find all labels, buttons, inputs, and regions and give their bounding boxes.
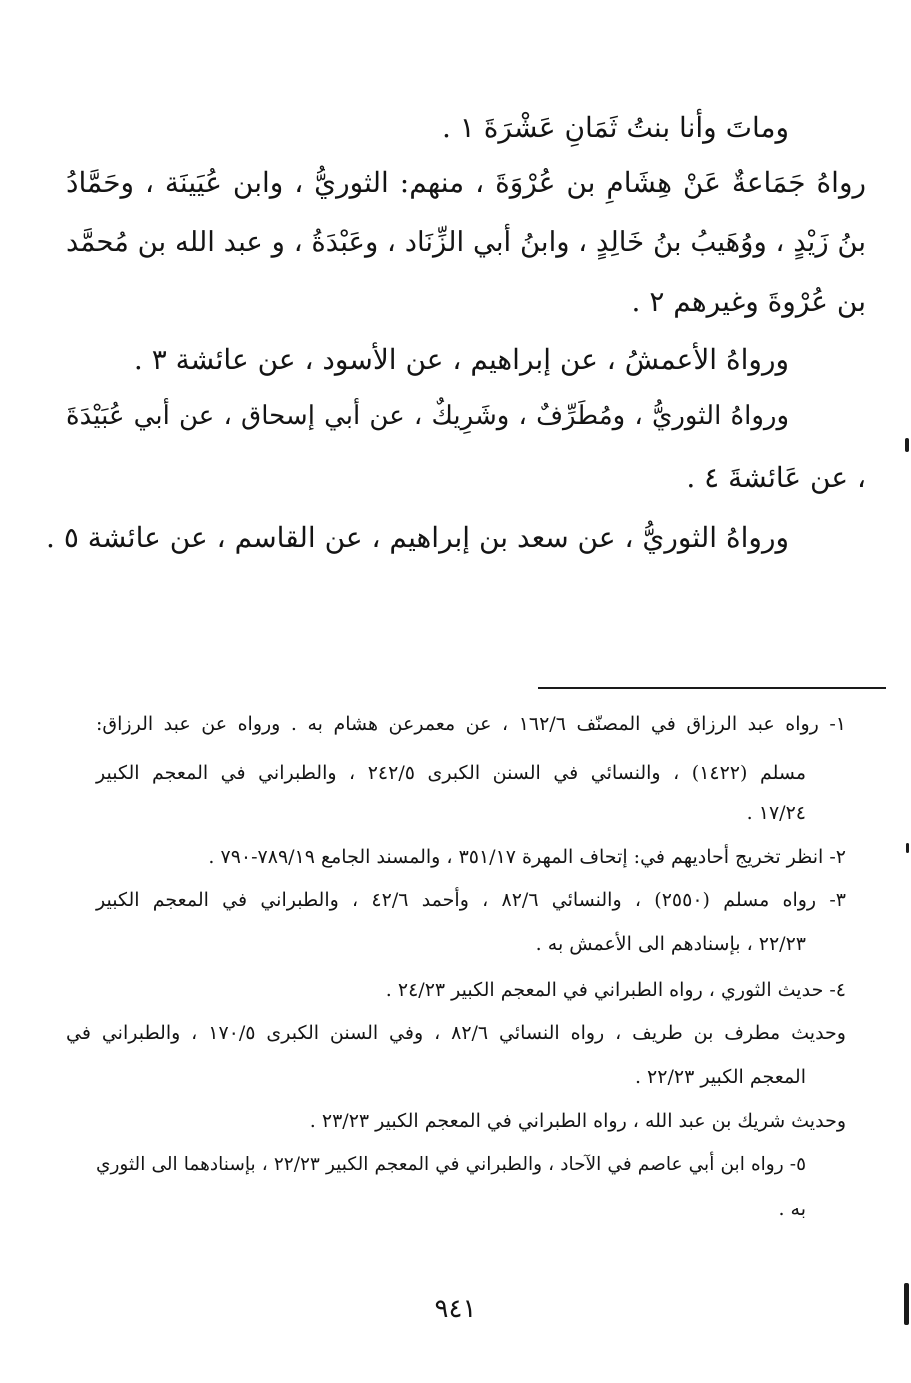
page-number: ٩٤١ bbox=[434, 1294, 477, 1324]
footnote-line-5: ٣- رواه مسلم (٢٥٥٠) ، والنسائي ٨٢/٦ ، وأحمد ٤٢/٦ ، والطبراني في المعجم الكبير bbox=[96, 889, 846, 911]
footnote-line-12: به . bbox=[778, 1198, 806, 1220]
body-line-4: بن عُرْوةَ وغيرهم ٢ . bbox=[631, 285, 866, 318]
body-line-5: ورواهُ الأعمشُ ، عن إبراهيم ، عن الأسود ، عن عائشة ٣ . bbox=[133, 343, 789, 376]
footnote-line-9: المعجم الكبير ٢٢/٢٣ . bbox=[634, 1066, 806, 1088]
footnote-line-6: ٢٢/٢٣ ، بإسنادهم الى الأعمش به . bbox=[535, 933, 806, 955]
body-line-2: رواهُ جَمَاعةٌ عَنْ هِشَامِ بن عُرْوَةَ ، منهم: الثوريُّ ، وابن عُيَينَة ، وحَمَّادُ bbox=[66, 166, 866, 199]
body-line-3: بنُ زَيْدٍ ، ووُهَيبُ بنُ خَالِدٍ ، وابنُ أبي الزِّنَاد ، وعَبْدَةُ ، و عبد الله بن مُحمَّد bbox=[66, 226, 866, 258]
body-line-8: ورواهُ الثوريُّ ، عن سعد بن إبراهيم ، عن القاسم ، عن عائشة ٥ . bbox=[46, 521, 789, 554]
footnote-line-3: ١٧/٢٤ . bbox=[746, 802, 806, 824]
footnote-line-1: ١- رواه عبد الرزاق في المصنّف ١٦٢/٦ ، عن معمرعن هشام به . ورواه عن عبد الرزاق: bbox=[96, 713, 846, 735]
footnote-line-7: ٤- حديث الثوري ، رواه الطبراني في المعجم الكبير ٢٤/٢٣ . bbox=[385, 979, 846, 1001]
scan-edge-mark bbox=[904, 1283, 909, 1325]
footnote-line-2: مسلم (١٤٢٢) ، والنسائي في السنن الكبرى ٢٤٢/٥ ، والطبراني في المعجم الكبير bbox=[96, 762, 807, 784]
footnote-line-8: وحديث مطرف بن طريف ، رواه النسائي ٨٢/٦ ، وفي السنن الكبرى ١٧٠/٥ ، والطبراني في bbox=[66, 1022, 846, 1044]
body-line-7: ، عن عَائشةَ ٤ . bbox=[686, 461, 866, 494]
footnote-separator bbox=[538, 687, 886, 689]
footnote-line-4: ٢- انظر تخريج أحاديهم في: إتحاف المهرة ٣٥١/١٧ ، والمسند الجامع ٧٨٩/١٩-٧٩٠ . bbox=[208, 846, 846, 868]
scan-edge-mark bbox=[906, 843, 909, 853]
footnote-line-11: ٥- رواه ابن أبي عاصم في الآحاد ، والطبراني في المعجم الكبير ٢٢/٢٣ ، بإسنادهما الى الثوري bbox=[96, 1154, 806, 1175]
body-line-1: وماتَ وأنا بنتُ ثَمَانِ عَشْرَةَ ١ . bbox=[441, 111, 789, 144]
body-line-6: ورواهُ الثوريُّ ، ومُطَرِّفٌ ، وشَرِيكٌ ، عن أبي إسحاق ، عن أبي عُبَيْدَةَ bbox=[66, 401, 789, 431]
footnote-line-10: وحديث شريك بن عبد الله ، رواه الطبراني في المعجم الكبير ٢٣/٢٣ . bbox=[309, 1110, 846, 1132]
scan-edge-mark bbox=[905, 438, 909, 452]
